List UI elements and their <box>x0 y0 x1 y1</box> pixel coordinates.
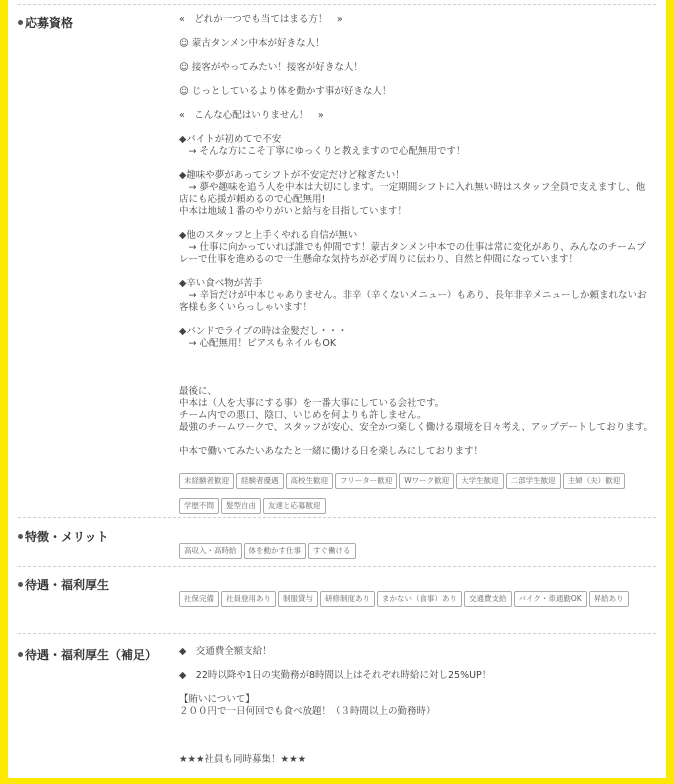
section-label-qualification <box>18 14 73 31</box>
tag: バイク・車通勤OK <box>514 591 587 607</box>
tag: 制服貸与 <box>278 591 318 607</box>
tag: フリーター歓迎 <box>335 473 397 489</box>
paragraph: ☺ じっとしているより体を動かす事が好きな人！ <box>179 86 392 97</box>
tag: 高収入・高時給 <box>179 543 242 559</box>
spacer <box>179 362 654 374</box>
tag: 研修制度あり <box>320 591 375 607</box>
benefits-extra-content <box>179 646 654 778</box>
label-text: 待遇・福利厚生 <box>25 578 110 592</box>
job-details-panel <box>8 0 666 778</box>
section-label-benefits <box>18 576 109 593</box>
bullet-icon <box>18 652 23 657</box>
section-label-features <box>18 528 109 545</box>
bullet-icon <box>18 20 23 25</box>
paragraph: 中本で働いてみたいあなたと一緒に働ける日を楽しみにしております！ <box>179 446 484 457</box>
benefits-tags <box>179 586 649 611</box>
qualification-content <box>179 14 654 470</box>
paragraph: 最後に、 中本は（人を大事にする事）を一番大事にしている会社です。 チーム内での悪口、陰口、いじめを何よりも許しません。 最強のチームワークで、スタッフが安心、安全かつ楽しく働ける環境を日々考え、アップデートしております。 <box>179 386 653 433</box>
section-label-benefits-extra <box>18 646 157 663</box>
tag: 未経験者歓迎 <box>179 473 234 489</box>
divider <box>18 4 656 5</box>
label-text: 応募資格 <box>25 16 74 30</box>
tag: 体を動かす仕事 <box>244 543 307 559</box>
tag: 学歴不問 <box>179 498 219 514</box>
tag: 大学生歓迎 <box>456 473 504 489</box>
qualification-tags <box>179 468 649 518</box>
tag: 主婦（夫）歓迎 <box>563 473 626 489</box>
tag: 昇給あり <box>589 591 629 607</box>
tag: 経験者優遇 <box>236 473 284 489</box>
tag: 交通費支給 <box>464 591 512 607</box>
bullet-icon <box>18 582 23 587</box>
divider <box>18 633 656 634</box>
tag: 髪型自由 <box>221 498 261 514</box>
bullet-icon <box>18 534 23 539</box>
paragraph: « どれか一つでも当てはまる方！ » <box>179 14 343 25</box>
paragraph: ◆バンドでライブの時は金髪だし・・・ → 心配無用！ピアスもネイルもOK <box>179 326 348 349</box>
paragraph: ★★★社員も同時募集！★★★ <box>179 754 307 765</box>
paragraph: ☺ 接客がやってみたい！接客が好きな人！ <box>179 62 363 73</box>
paragraph: ◆趣味や夢があってシフトが不安定だけど稼ぎたい！ → 夢や趣味を追う人を中本は大切にします。一定期間シフトに入れ無い時はスタッフ全員で支えますし、他店にも応援が頼めるので心配無用! 中本は地域１番のやりがいと給与を目指しています！ <box>179 170 646 217</box>
divider <box>18 566 656 567</box>
tag: 社保完備 <box>179 591 219 607</box>
tag: 社員登用あり <box>221 591 276 607</box>
tag: 友達と応募歓迎 <box>263 498 326 514</box>
tag: Wワーク歓迎 <box>399 473 454 489</box>
paragraph: « こんな心配はいりません！ » <box>179 110 324 121</box>
paragraph: ◆辛い食べ物が苦手 → 辛旨だけが中本じゃありません。非辛（辛くないメニュー）もあり、長年非辛メニューしか頼まれないお客様も多くいらっしゃいます！ <box>179 278 647 313</box>
spacer <box>179 730 654 742</box>
tag: 高校生歓迎 <box>286 473 334 489</box>
tag: まかない（食事）あり <box>377 591 462 607</box>
tag: 二部学生歓迎 <box>506 473 561 489</box>
paragraph: ◆ 22時以降や1日の実勤務が8時間以上はそれぞれ時給に対し25%UP！ <box>179 670 492 681</box>
paragraph: ☺ 蒙古タンメン中本が好きな人！ <box>179 38 325 49</box>
features-tags <box>179 538 649 563</box>
tag: すぐ働ける <box>308 543 356 559</box>
divider <box>18 517 656 518</box>
label-text: 待遇・福利厚生（補足） <box>25 648 158 662</box>
label-text: 特徴・メリット <box>25 530 109 544</box>
paragraph: ◆他のスタッフと上手くやれる自信が無い → 仕事に向かっていれば誰でも仲間です！蒙古タンメン中本での仕事は常に変化があり、みんなのチームプレーで仕事を進めるので一生懸命な気持ちが必ず周りに伝わり、自然と仲間になっています！ <box>179 230 646 265</box>
paragraph: ◆ 交通費全額支給！ <box>179 646 272 657</box>
paragraph: 【賄いについて】 ２００円で一日何回でも食べ放題！（３時間以上の勤務時） <box>179 694 436 717</box>
paragraph: ◆バイトが初めてで不安 → そんな方にこそ丁寧にゆっくりと教えますので心配無用です！ <box>179 134 466 157</box>
